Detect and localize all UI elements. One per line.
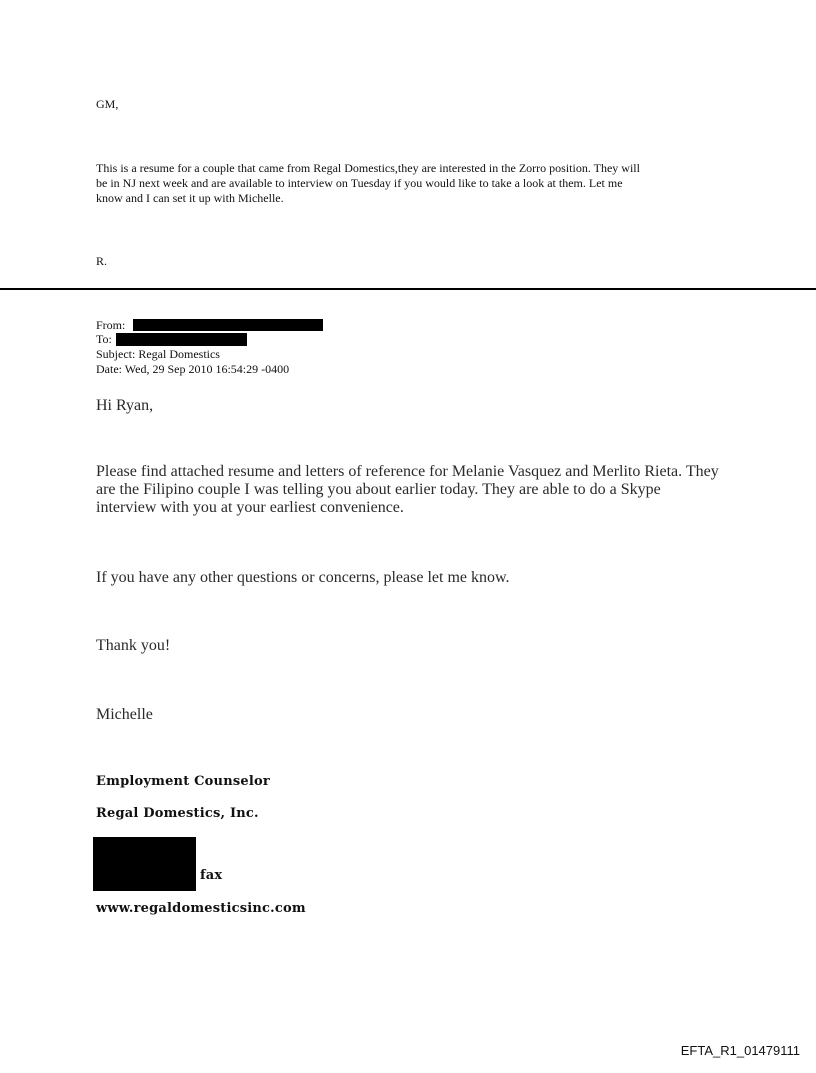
- signature-fax-label: fax: [200, 868, 223, 883]
- document-id: EFTA_R1_01479111: [680, 1043, 800, 1058]
- note-body-line-3: know and I can set it up with Michelle.: [96, 191, 284, 205]
- email-thanks: Thank you!: [96, 637, 171, 654]
- signature-title: Employment Counselor: [96, 774, 270, 789]
- email-para1-line-1: Please find attached resume and letters of reference for Melanie Vasquez and Merlito Rieta. They: [96, 463, 719, 480]
- email-sender-name: Michelle: [96, 706, 153, 723]
- signature-company: Regal Domestics, Inc.: [96, 806, 259, 821]
- email-para1-line-3: interview with you at your earliest convenience.: [96, 499, 404, 516]
- note-body-line-1: This is a resume for a couple that came from Regal Domestics,they are interested in the Zorro position. They will: [96, 161, 640, 175]
- divider: [0, 288, 816, 290]
- note-body-line-2: be in NJ next week and are available to interview on Tuesday if you would like to take a look at them. Let me: [96, 176, 623, 190]
- redaction-from: [133, 319, 323, 331]
- email-para2: If you have any other questions or concerns, please let me know.: [96, 569, 510, 586]
- redaction-to: [116, 333, 247, 346]
- signature-website: www.regaldomesticsinc.com: [96, 901, 306, 916]
- note-signoff: R.: [96, 254, 108, 268]
- header-date: Date: Wed, 29 Sep 2010 16:54:29 -0400: [96, 362, 290, 376]
- redaction-phone: [93, 837, 196, 891]
- header-to-label: To:: [96, 332, 112, 346]
- note-greeting: GM,: [96, 97, 119, 111]
- header-subject: Subject: Regal Domestics: [96, 347, 220, 361]
- header-from-label: From:: [96, 318, 126, 332]
- email-para1-line-2: are the Filipino couple I was telling you about earlier today. They are able to do a Skype: [96, 481, 661, 498]
- email-greeting: Hi Ryan,: [96, 397, 154, 414]
